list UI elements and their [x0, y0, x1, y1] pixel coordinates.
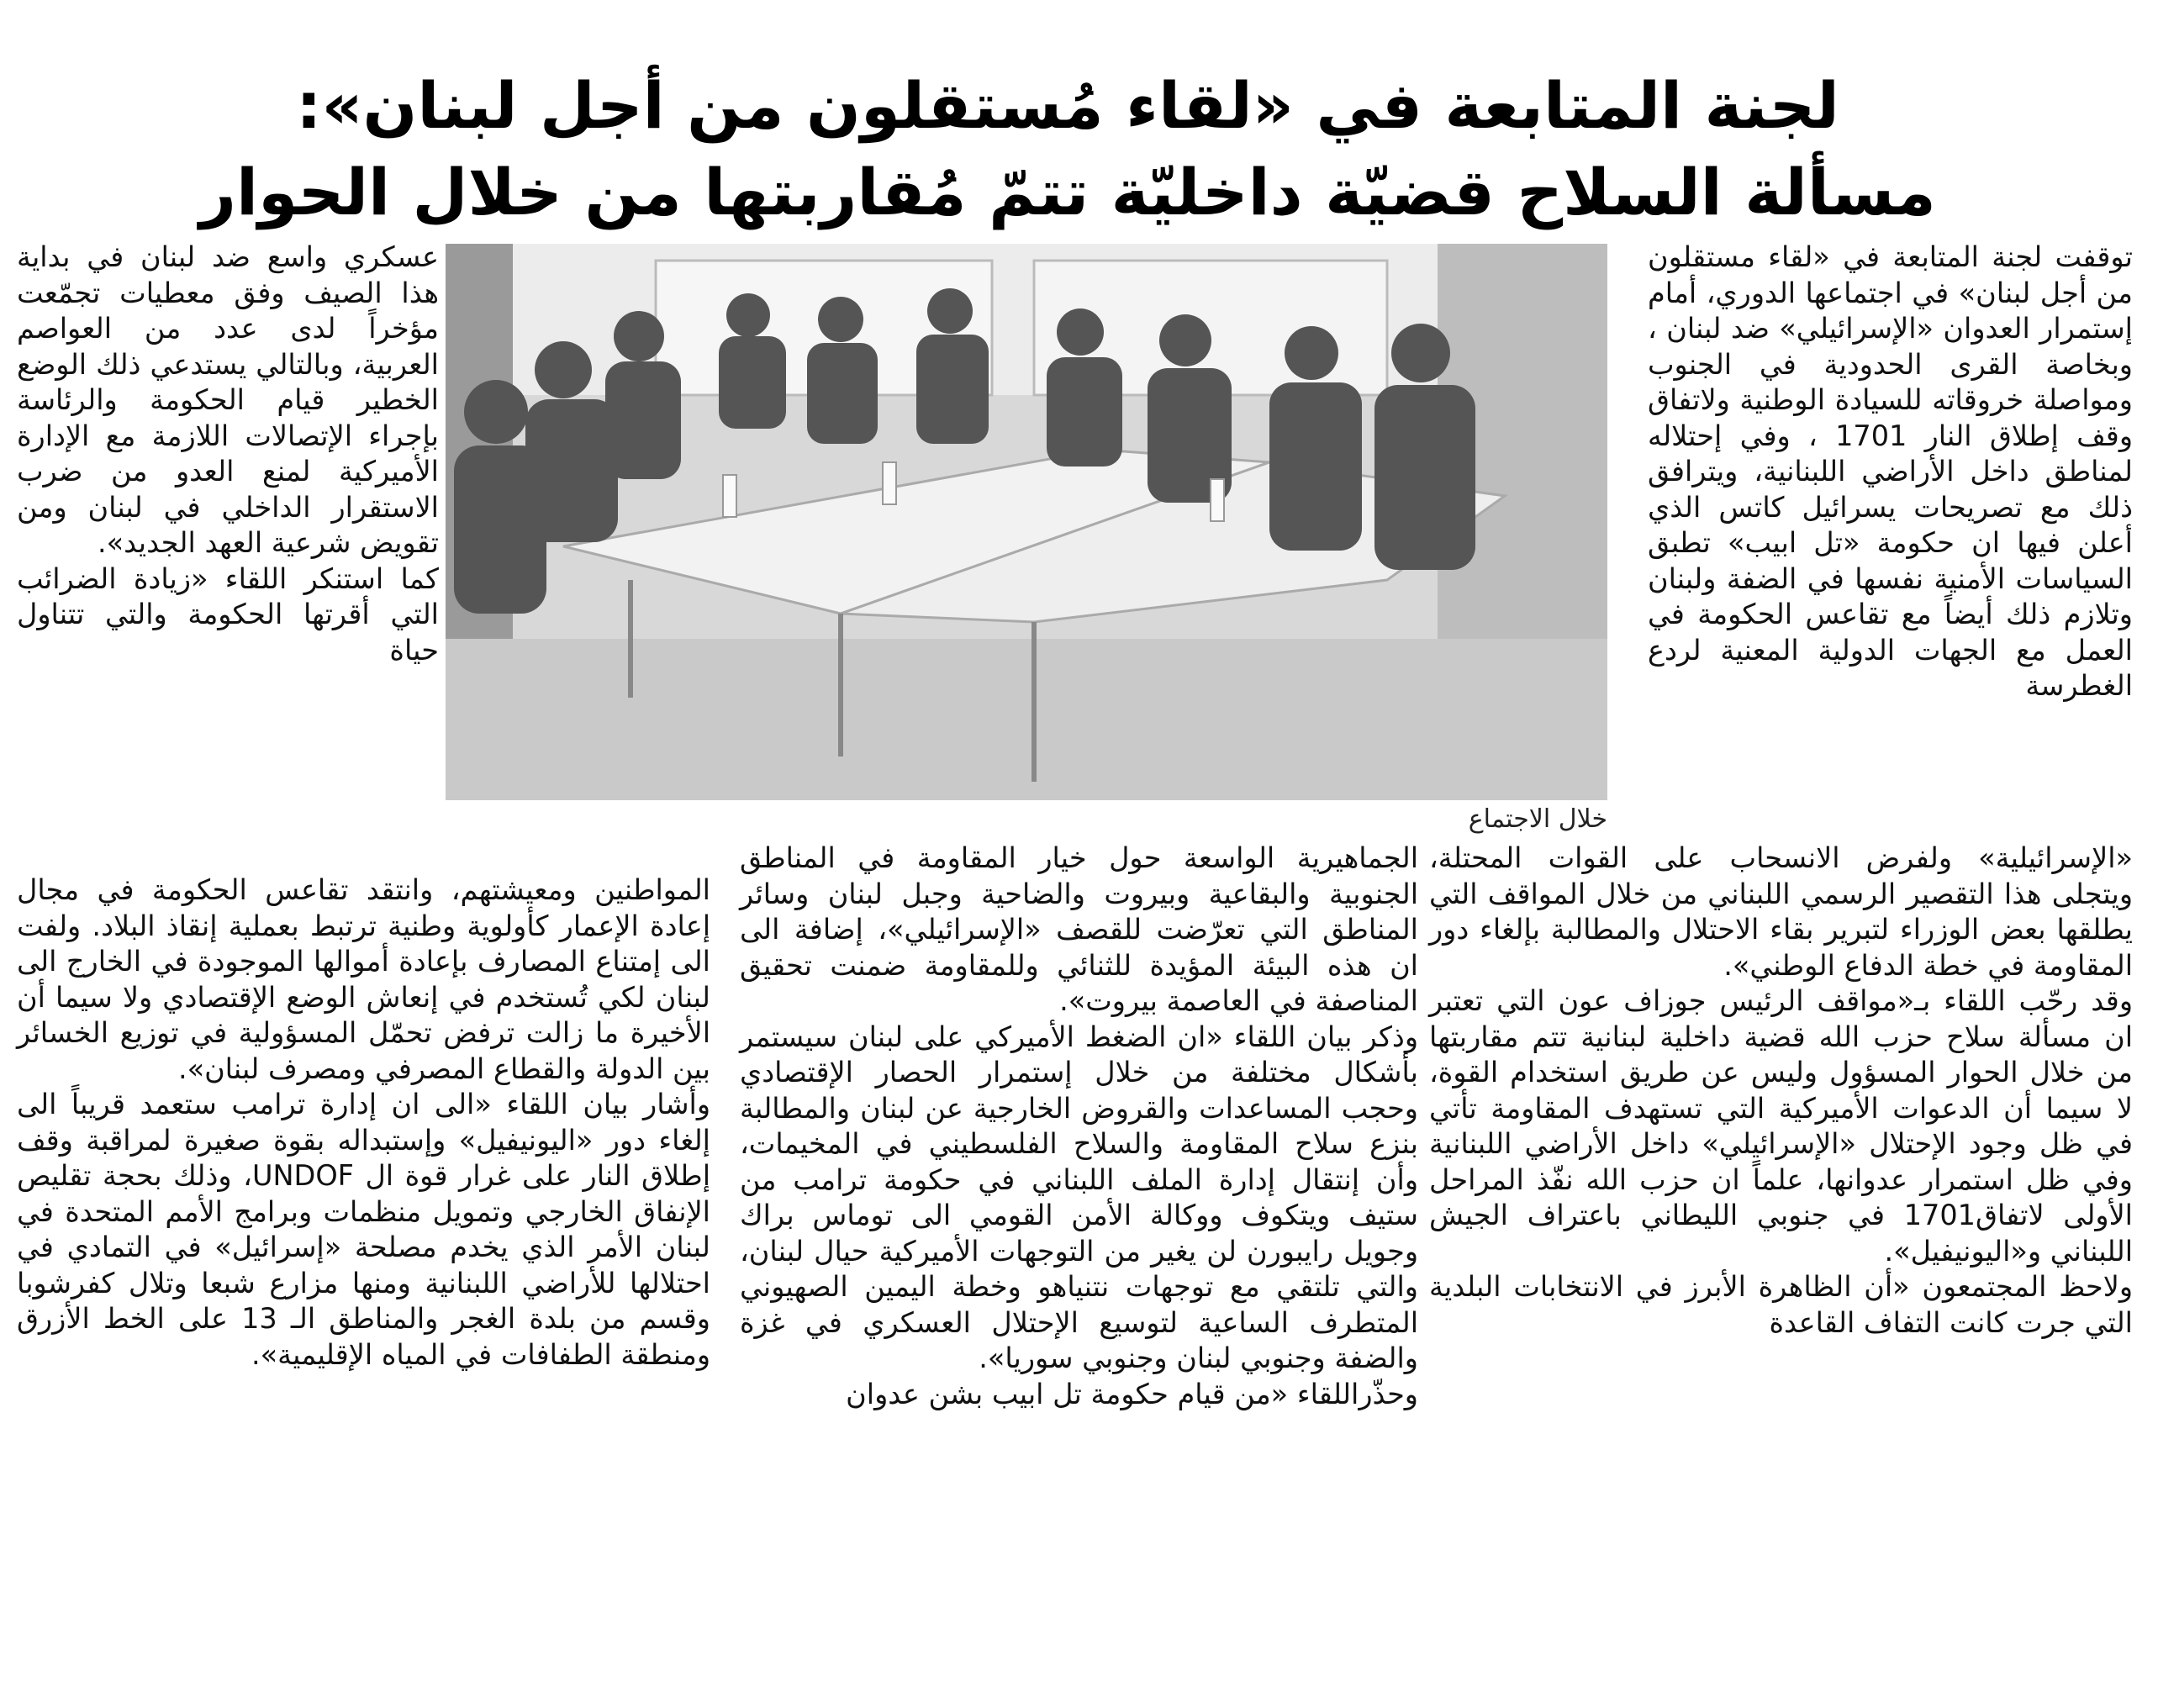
paragraph: وحذّراللقاء «من قيام حكومة تل ابيب بشن عدوان — [846, 1377, 1418, 1410]
headline-line-1: لجنة المتابعة في «لقاء مُستقلون من أجل لبنان»: — [296, 67, 1839, 143]
meeting-photo — [446, 244, 1607, 800]
article-column-left-bottom — [17, 872, 710, 1373]
paragraph: كما استنكر اللقاء «زيادة الضرائب التي أقرتها الحكومة والتي تتناول حياة — [17, 561, 439, 667]
article-column-right-bottom — [1429, 841, 2133, 1341]
paragraph: ولاحظ المجتمعون «أن الظاهرة الأبرز في الانتخابات البلدية التي جرت كانت التفاف القاعدة — [1429, 1270, 2133, 1339]
paragraph: توقفت لجنة المتابعة في «لقاء مستقلون من أجل لبنان» في اجتماعها الدوري، أمام إستمرار العدوان «الإسرائيلي» ضد لبنان ، وبخاصة القرى الحدودية في الجنوب ومواصلة خروقاته للسيادة الوطنية ولاتفاق وقف إطلاق النار 1701 ، وفي إحتلاله لمناطق داخل الأراضي اللبنانية، ويترافق ذلك مع تصريحات يسرائيل كاتس الذي أعلن فيها ان حكومة «تل ابيب» تطبق السياسات الأمنية نفسها في الضفة ولبنان وتلازم ذلك أيضاً مع تقاعس الحكومة في العمل مع الجهات الدولية المعنية لردع الغطرسة — [1648, 240, 2134, 702]
photo-caption: خلال الاجتماع — [1468, 804, 1607, 834]
headline-line-2: مسألة السلاح قضيّة داخليّة تتمّ مُقاربتها من خلال الحوار — [199, 154, 1936, 229]
paragraph: وذكر بيان اللقاء «ان الضغط الأميركي على لبنان سيستمر بأشكال مختلفة من خلال إستمرار الحصار الإقتصادي وحجب المساعدات والقروض الخارجية عن لبنان والمطالبة بنزع سلاح المقاومة والسلاح الفلسطيني في المخيمات، وأن إنتقال إدارة الملف اللبناني في حكومة ترامب من ستيف ويتكوف ووكالة الأمن القومي الى توماس براك وجويل رايبورن لن يغير من التوجهات الأميركية حيال لبنان، والتي تلتقي مع توجهات نتنياهو وخطة اليمين الصهيوني المتطرف الساعية لتوسيع الإحتلال العسكري في غزة والضفة وجنوبي لبنان وجنوبي سوريا». — [740, 1020, 1418, 1374]
paragraph: «الإسرائيلية» ولفرض الانسحاب على القوات المحتلة، ويتجلى هذا التقصير الرسمي اللبناني من خلال المواقف التي يطلقها بعض الوزراء لتبرير بقاء الاحتلال والمطالبة بإلغاء دور المقاومة في خطة الدفاع الوطني». — [1429, 841, 2133, 982]
article-column-middle — [740, 841, 1418, 1412]
paragraph: المواطنين ومعيشتهم، وانتقد تقاعس الحكومة في مجال إعادة الإعمار كأولوية وطنية ترتبط بعملية إنقاذ البلاد. ولفت الى إمتناع المصارف بإعادة أموالها الموجودة في الخارج الى لبنان لكي تُستخدم في إنعاش الوضع الإقتصادي ولا سيما أن الأخيرة ما زالت ترفض تحمّل المسؤولية في توزيع الخسائر بين الدولة والقطاع المصرفي ومصرف لبنان». — [17, 873, 710, 1085]
paragraph: الجماهيرية الواسعة حول خيار المقاومة في المناطق الجنوبية والبقاعية وبيروت والضاحية وجبل لبنان وسائر المناطق التي تعرّضت للقصف «الإسرائيلي»، إضافة الى ان هذه البيئة المؤيدة للثنائي وللمقاومة ضمنت تحقيق المناصفة في العاصمة بيروت». — [740, 841, 1418, 1017]
paragraph: وأشار بيان اللقاء «الى ان إدارة ترامب ستعمد قريباً الى إلغاء دور «اليونيفيل» وإستبداله بقوة صغيرة لمراقبة وقف إطلاق النار على غرار قوة ال UNDOF، وذلك بحجة تقليص الإنفاق الخارجي وتمويل منظمات وبرامج الأمم المتحدة في لبنان الأمر الذي يخدم مصلحة «إسرائيل» في التمادي في احتلالها للأراضي اللبنانية ومنها مزارع شبعا وتلال كفرشوبا وقسم من بلدة الغجر والمناطق الـ 13 على الخط الأزرق ومنطقة الطفافات في المياه الإقليمية». — [17, 1088, 710, 1371]
article-column-left-top — [17, 240, 439, 668]
paragraph: وقد رحّب اللقاء بـ«مواقف الرئيس جوزاف عون التي تعتبر ان مسألة سلاح حزب الله قضية داخلية لبنانية تتم مقاربتها من خلال الحوار المسؤول وليس عن طريق استخدام القوة، لا سيما أن الدعوات الأميركية التي تستهدف المقاومة تأتي في ظل وجود الإحتلال «الإسرائيلي» داخل الأراضي اللبنانية وفي ظل استمرار عدوانها، علماً ان حزب الله نفّذ المراحل الأولى لاتفاق1701 في جنوبي الليطاني باعتراف الجيش اللبناني و«اليونيفيل». — [1429, 984, 2133, 1268]
paragraph: عسكري واسع ضد لبنان في بداية هذا الصيف وفق معطيات تجمّعت مؤخراً لدى عدد من العواصم العربية، وبالتالي يستدعي ذلك الوضع الخطير قيام الحكومة والرئاسة بإجراء الإتصالات اللازمة مع الإدارة الأميركية لمنع العدو من ضرب الاستقرار الداخلي في لبنان ومن تقويض شرعية العهد الجديد». — [17, 240, 439, 559]
article-column-right-top — [1648, 240, 2133, 704]
